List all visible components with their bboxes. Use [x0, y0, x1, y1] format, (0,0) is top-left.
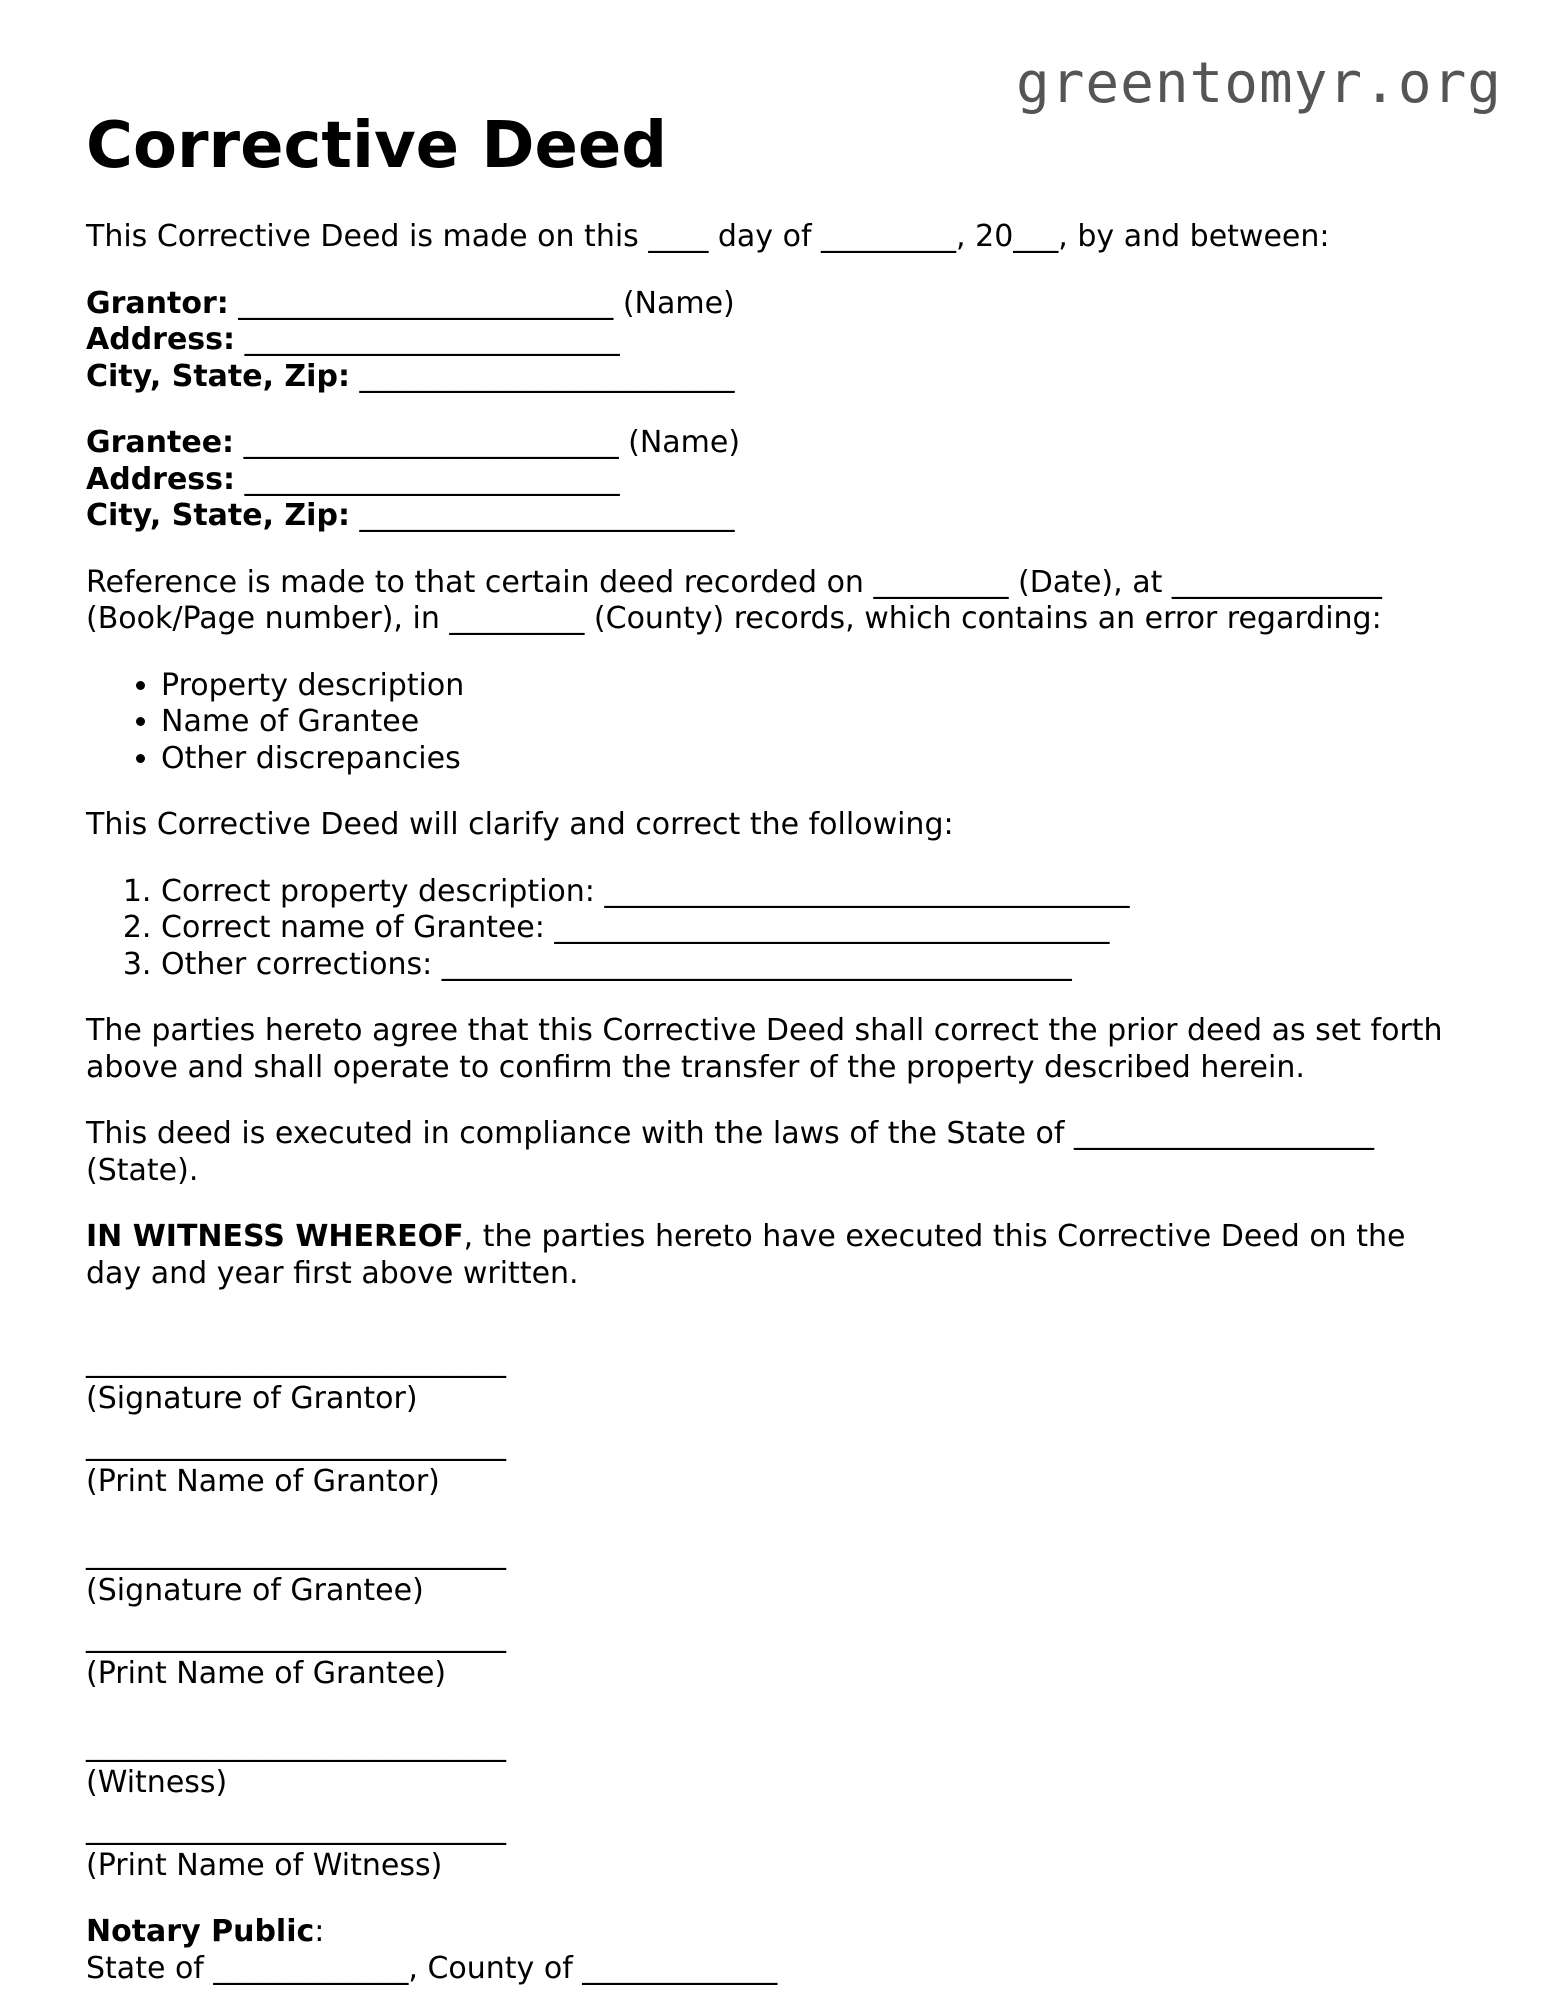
- grantee-signature-caption: (Signature of Grantee): [86, 1572, 424, 1608]
- witness-signature-block: [86, 1728, 1486, 1884]
- grantee-address-row: [86, 462, 1486, 499]
- notary-block: [86, 1914, 1486, 1987]
- list-item: • Property description: [161, 668, 1486, 705]
- grantor-name-label: Grantor:: [86, 285, 229, 321]
- grantee-city-row: [86, 498, 1486, 535]
- grantor-address-label: Address:: [86, 322, 236, 357]
- list-item: 2. Correct name of Grantee: _____________________________________: [161, 910, 1486, 947]
- law-paragraph: [86, 1116, 1486, 1189]
- list-item: • Name of Grantee: [161, 704, 1486, 741]
- grantee-address-label: Address:: [86, 461, 236, 497]
- agreement-line: above and shall operate to confirm the transfer of the property described herein.: [86, 1049, 1305, 1085]
- grantor-print-caption: (Print Name of Grantor): [86, 1463, 440, 1499]
- grantee-city-field: _________________________: [349, 498, 735, 533]
- grantor-city-field: _________________________: [349, 358, 735, 394]
- page-title: Corrective Deed: [86, 109, 668, 183]
- witness-text: , the parties hereto have executed this Corrective Deed on the: [463, 1219, 1406, 1254]
- grantee-print-caption: (Print Name of Grantee): [86, 1655, 447, 1691]
- signature-line: ____________________________: [86, 1619, 506, 1654]
- grantee-name-field: _________________________ (Name): [234, 425, 741, 460]
- intro-paragraph: This Corrective Deed is made on this ____ day of _________, 20___, by and between:: [86, 219, 1330, 254]
- grantee-name-row: [86, 425, 1486, 462]
- signature-line: ____________________________: [86, 1427, 506, 1462]
- notary-label: Notary Public: [86, 1914, 315, 1949]
- list-item: • Other discrepancies: [161, 741, 1486, 778]
- grantor-block: [86, 286, 1486, 396]
- notary-heading: [86, 1914, 1486, 1951]
- signature-line: ____________________________: [86, 1728, 506, 1763]
- reference-line: Reference is made to that certain deed recorded on _________ (Date), at ______________: [86, 564, 1382, 600]
- grantor-city-label: City, State, Zip:: [86, 358, 350, 394]
- deed-document: [86, 104, 1486, 1987]
- grantee-name-label: Grantee:: [86, 425, 235, 460]
- witness-line: [86, 1219, 1486, 1256]
- agreement-line: The parties hereto agree that this Corrective Deed shall correct the prior deed as set forth: [86, 1013, 1443, 1048]
- witness-paragraph: [86, 1219, 1486, 1292]
- grantor-signature-caption: (Signature of Grantor): [86, 1380, 418, 1416]
- grantor-address-field: _________________________: [235, 322, 620, 357]
- witness-print-caption: (Print Name of Witness): [86, 1847, 443, 1883]
- list-item: 3. Other corrections: __________________________________________: [161, 947, 1486, 984]
- grantor-name-field: _________________________ (Name): [228, 285, 735, 321]
- grantee-city-label: City, State, Zip:: [86, 498, 350, 533]
- grantor-city-row: [86, 359, 1486, 396]
- witness-signature-caption: (Witness): [86, 1764, 228, 1800]
- signature-line: ____________________________: [86, 1811, 506, 1846]
- error-list: [86, 668, 1486, 778]
- site-watermark: greentomyr.org: [1015, 51, 1502, 116]
- reference-line: (Book/Page number), in _________ (County) records, which contains an error regarding:: [86, 601, 1382, 636]
- law-line: (State).: [86, 1152, 199, 1188]
- grantor-name-row: [86, 286, 1486, 323]
- law-line: This deed is executed in compliance with the laws of the State of ____________________: [86, 1116, 1374, 1151]
- grantee-signature-block: [86, 1536, 1486, 1692]
- agreement-paragraph: [86, 1013, 1486, 1086]
- grantee-block: [86, 425, 1486, 535]
- grantee-address-field: _________________________: [235, 461, 620, 497]
- reference-paragraph: [86, 565, 1486, 638]
- witness-whereof-label: IN WITNESS WHEREOF: [86, 1219, 464, 1254]
- notary-colon: :: [314, 1914, 325, 1949]
- grantor-signature-block: [86, 1344, 1486, 1500]
- witness-line: day and year first above written.: [86, 1255, 579, 1291]
- notary-location-line: State of _____________, County of _____________: [86, 1950, 778, 1986]
- signature-line: ____________________________: [86, 1536, 506, 1571]
- signature-line: ____________________________: [86, 1344, 506, 1379]
- list-item: 1. Correct property description: ___________________________________: [161, 874, 1486, 911]
- correction-intro: This Corrective Deed will clarify and correct the following:: [86, 807, 954, 842]
- corrections-list: [86, 874, 1486, 984]
- grantor-address-row: [86, 322, 1486, 359]
